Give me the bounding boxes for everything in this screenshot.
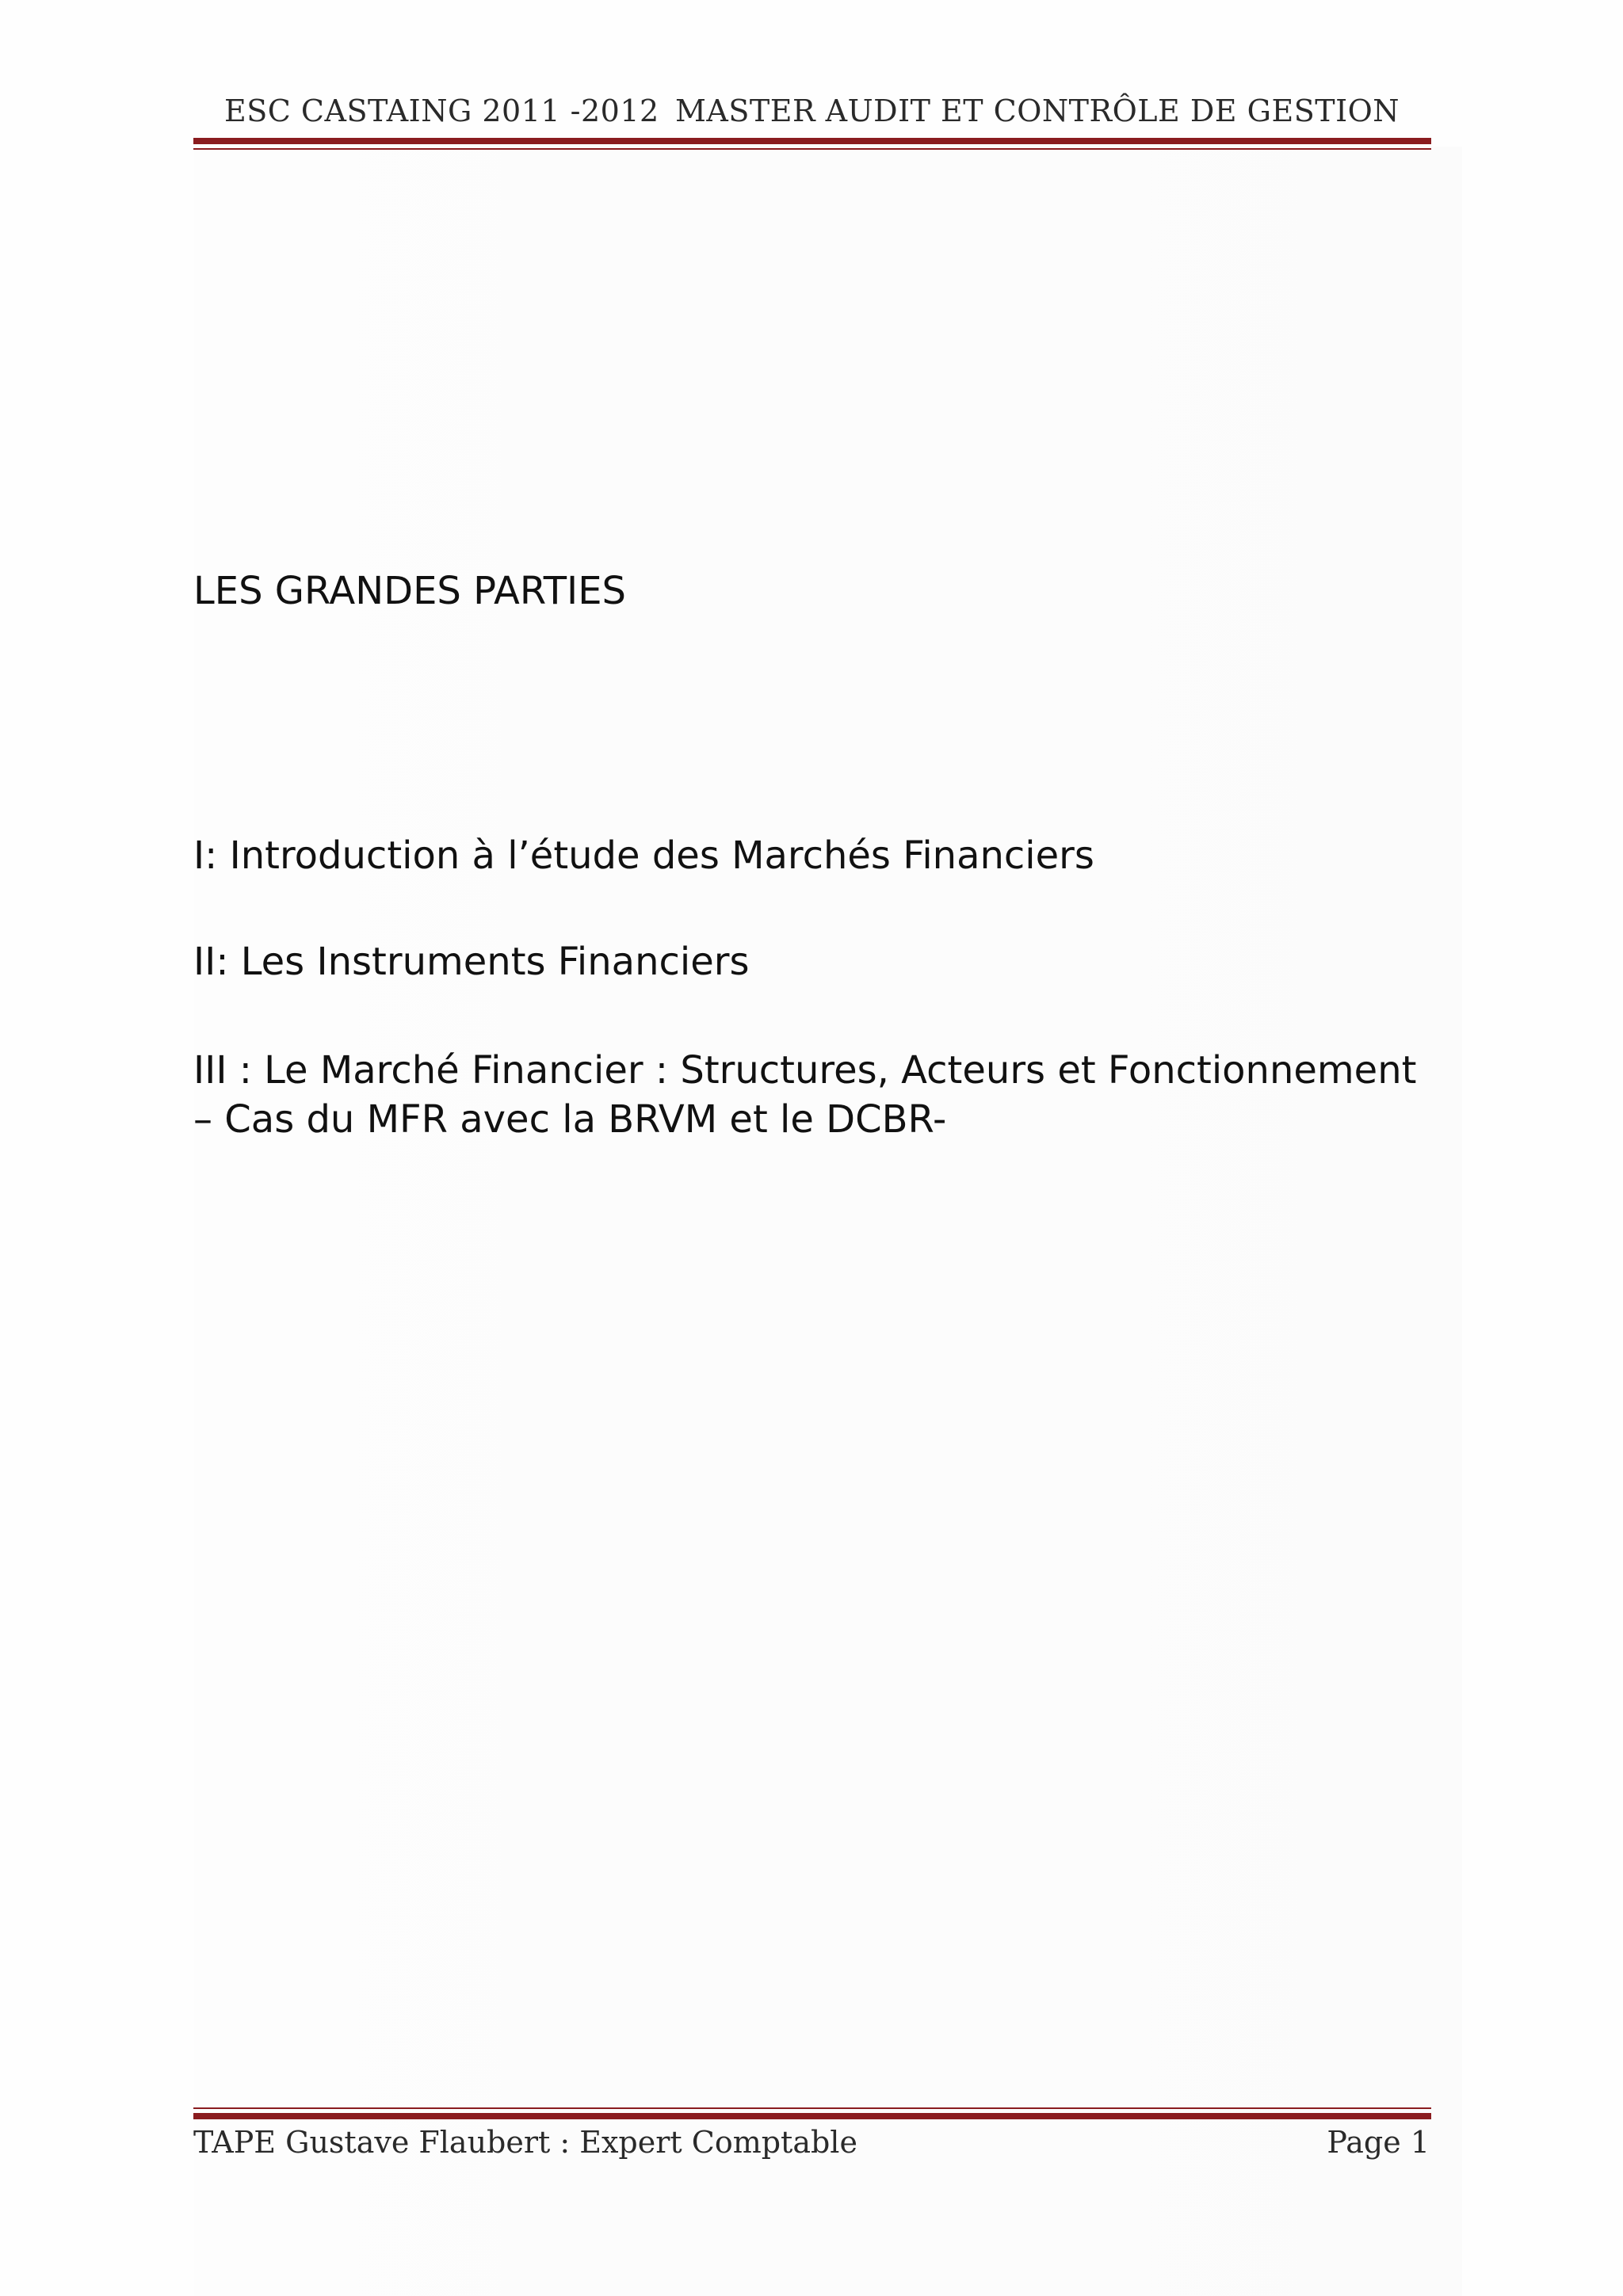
header-rule: [193, 138, 1431, 150]
header-left-text: ESC CASTAING 2011 -2012: [224, 93, 659, 128]
footer-author: TAPE Gustave Flaubert : Expert Comptable: [193, 2125, 857, 2160]
part-two: II: Les Instruments Financiers: [193, 940, 750, 984]
part-three: III : Le Marché Financier : Structures, Acteurs et Fonctionnement – Cas du MFR avec la BRVM et le DCBR-: [193, 1048, 1417, 1142]
page-title: LES GRANDES PARTIES: [193, 569, 626, 613]
header-right-text: MASTER AUDIT ET CONTRÔLE DE GESTION: [674, 93, 1400, 128]
part-one: I: Introduction à l’étude des Marchés Financiers: [193, 833, 1094, 878]
footer-rule: [193, 2107, 1431, 2119]
page-number: Page 1: [1327, 2125, 1430, 2160]
page-shadow: [194, 147, 1462, 2296]
